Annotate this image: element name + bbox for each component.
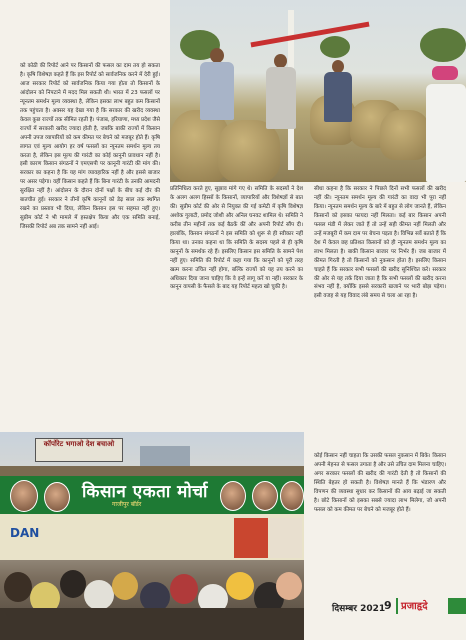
article-column-left (20, 62, 160, 432)
kisan-ekta-morcha-banner (0, 476, 304, 514)
publication-logo: प्रजाहृदे (401, 601, 428, 612)
poster-portrait (234, 518, 268, 558)
page-footer (304, 596, 466, 620)
leader-portrait (220, 481, 246, 511)
page-number: 9 (384, 599, 392, 612)
banner-title: किसान एकता मोर्चा (82, 482, 208, 502)
farmer-figure (200, 62, 234, 120)
leader-portrait (44, 482, 70, 512)
turban (432, 66, 458, 80)
farmer-figure (266, 67, 296, 129)
leader-portrait (252, 481, 278, 511)
leader-portrait (280, 481, 304, 511)
farmer-figure (426, 84, 466, 182)
banner-lower (0, 514, 304, 560)
article-text-left: को कोठी की रिपोर्ट आने पर किसानों की फसल का दाम तय हो सकता है। कृषि विशेषज्ञ कहते हैं कि इस रिपोर्ट को सार्वजनिक करने में देरी हुई। आज सरकार रिपोर्ट को सार्वजनिक किया गया होता तो किसानों के आंदोलन को निपटाने में मदद मिल सकती थी। भारत में 23 फसलों पर न्यूनतम समर्थन मूल्य व्यवस्था है, लेकिन इसका लाभ बहुत कम किसानों तक पहुंचता है। अक्सर यह देखा गया है कि सरकार की खरीद व्यवस्था केवल कुछ राज्यों तक सीमित रहती है। पंजाब, हरियाणा, मध्य प्रदेश जैसे राज्यों में सरकारी खरीद ज्यादा होती है, जबकि बाकी राज्यों में किसान अपनी उपज व्यापारियों को कम कीमत पर बेचने को मजबूर होते हैं। कृषि लागत एवं मूल्य आयोग हर वर्ष फसलों का न्यूनतम समर्थन मूल्य तय करता है, लेकिन इस मूल्य की गारंटी का कोई कानूनी प्रावधान नहीं है। इसी कारण किसान संगठनों ने एमएसपी पर कानूनी गारंटी की मांग की। सरकार का कहना है कि यह मांग व्यावहारिक नहीं है और इससे बाजार पर असर पड़ेगा। वहीं किसान कहते हैं कि बिना गारंटी के उनकी आमदनी सुरक्षित नहीं है। आंदोलन के दौरान दोनों पक्षों के बीच कई दौर की बातचीत हुई। सरकार ने तीनों कृषि कानूनों को डेढ़ साल तक स्थगित रखने का प्रस्ताव भी दिया, लेकिन किसान इस पर सहमत नहीं हुए। सुप्रीम कोर्ट ने भी मामले में हस्तक्षेप किया और एक समिति बनाई, जिसकी रिपोर्ट अब तक सामने नहीं आई। (20, 63, 160, 231)
article-text-middle: प्रतिनिधित्व करते हुए, सुझाव मांगे गए थे। समिति के सदस्यों ने देश के अलग अलग हिस्सों के किसानों, व्यापारियों और विशेषज्ञों से बात की। सुप्रीम कोर्ट की ओर से नियुक्त की गई कमेटी में कृषि विशेषज्ञ अशोक गुलाटी, प्रमोद जोशी और अनिल घनवट शामिल थे। समिति ने करीब तीन महीनों तक कई बैठकें कीं और अपनी रिपोर्ट सौंप दी। हालांकि, किसान संगठनों ने इस समिति को शुरू से ही स्वीकार नहीं किया था। उनका कहना था कि समिति के सदस्य पहले से ही कृषि कानूनों के समर्थक रहे हैं। इसलिए किसान इस समिति के सामने पेश नहीं हुए। समिति की रिपोर्ट में कहा गया कि कानूनों को पूरी तरह खत्म करना उचित नहीं होगा, बल्कि राज्यों को यह तय करने का अधिकार दिया जाना चाहिए कि वे इन्हें लागू करें या नहीं। सरकार के कानून वापसी के फैसले के बाद यह रिपोर्ट महत्व खो चुकी है। (170, 186, 303, 291)
farmer-figure (324, 72, 352, 122)
poster-portrait (270, 518, 302, 558)
banner-lower-text: DAN (10, 526, 40, 540)
issue-date: दिसम्बर 2021 (332, 604, 386, 614)
leader-portrait (10, 480, 38, 512)
banner-subtitle: गाजीपुर बॉर्डर (112, 501, 142, 508)
article-text-right: सीधा कहना है कि सरकार ने पिछले दिनों सभी फसलों की खरीद नहीं की। न्यूनतम समर्थन मूल्य की गारंटी का वादा भी पूरा नहीं किया। न्यूनतम समर्थन मूल्य के बारे में बहुत से लोग जानते हैं, लेकिन किसानों को इसका फायदा नहीं मिलता। कई बार किसान अपनी फसल मंडी में लेकर जाते हैं तो उन्हें सही कीमत नहीं मिलती और उन्हें मजबूरी में कम दाम पर बेचना पड़ता है। विभिन्न सर्वे बताते हैं कि देश में केवल छह प्रतिशत किसानों को ही न्यूनतम समर्थन मूल्य का लाभ मिलता है। बाकी किसान बाजार पर निर्भर हैं। जब बाजार में कीमत गिरती है तो किसानों को नुकसान होता है। इसलिए किसान चाहते हैं कि सरकार सभी फसलों की खरीद सुनिश्चित करे। सरकार की ओर से यह तर्क दिया जाता है कि सभी फसलों की खरीद करना संभव नहीं है, क्योंकि इससे सरकारी खजाने पर भारी बोझ पड़ेगा। इसी वजह से यह विवाद लंबे समय से चला आ रहा है। (314, 186, 446, 300)
photo-protest-stage (0, 432, 304, 640)
article-text-right-lower: कोई किसान नहीं चाहता कि उसकी फसल नुकसान में बिके। किसान अपनी मेहनत से फसल उगाता है और उसे उचित दाम मिलना चाहिए। अगर सरकार फसलों की खरीद की गारंटी देती है तो किसानों की स्थिति बेहतर हो सकती है। विशेषज्ञ मानते हैं कि भंडारण और विपणन की व्यवस्था सुधार कर किसानों की आय बढ़ाई जा सकती है। छोटे किसानों को इसका सबसे ज्यादा लाभ मिलेगा, जो अपनी फसल को कम कीमत पर बेचने को मजबूर होते हैं। (314, 453, 446, 513)
article-column-right-lower (314, 452, 446, 582)
photo-farmers-grain-market (170, 0, 466, 182)
article-column-middle (170, 185, 303, 431)
banner-slogan-text: कॉर्पोरेट भगाओ देश बचाओ (43, 440, 115, 448)
banner-slogan (35, 438, 123, 462)
